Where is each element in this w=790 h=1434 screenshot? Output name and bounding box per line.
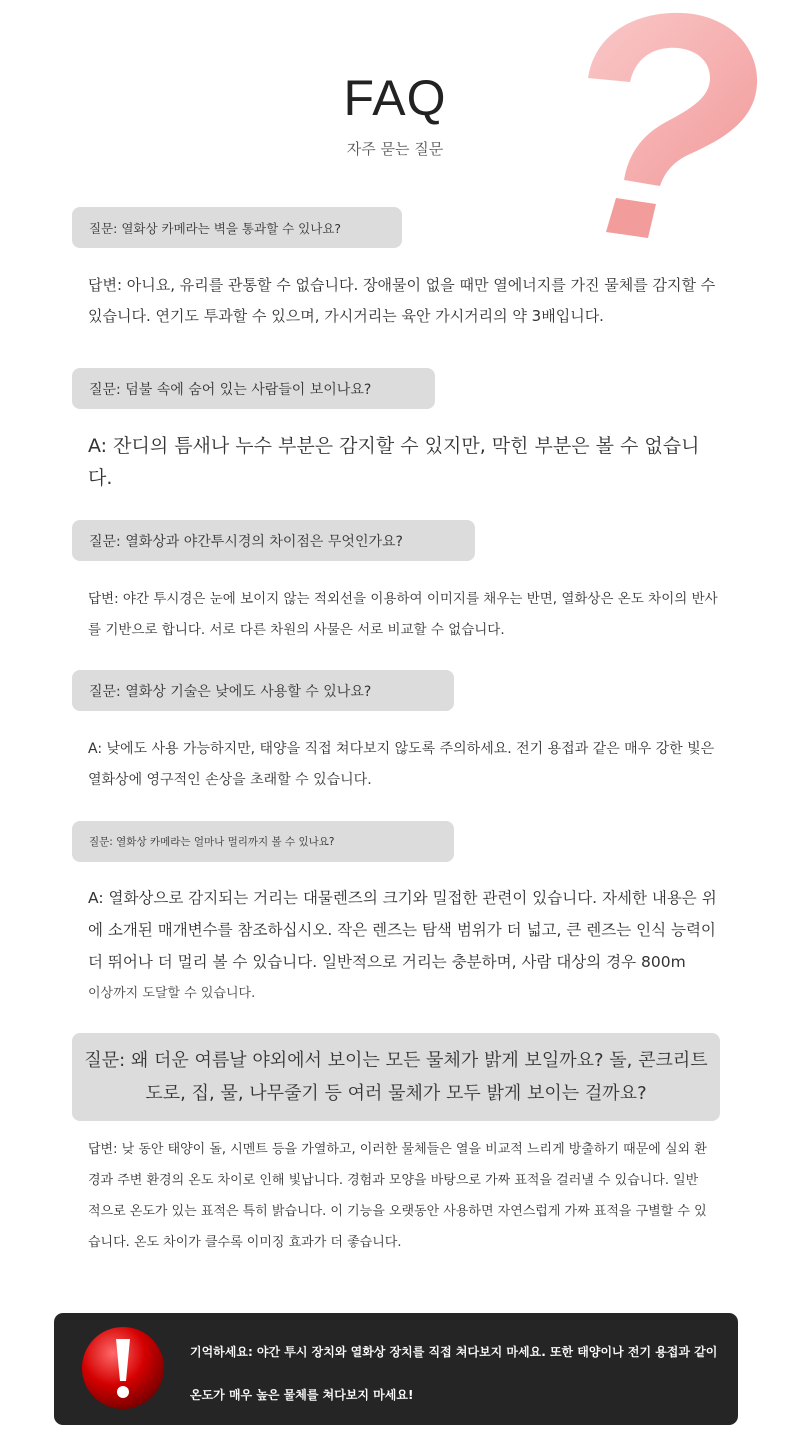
faq-question: 질문: 열화상 기술은 낮에도 사용할 수 있나요? [72, 670, 454, 711]
faq-question: 질문: 열화상 카메라는 얼마나 멀리까지 볼 수 있나요? [72, 821, 454, 862]
faq-answer-line: A: 열화상으로 감지되는 거리는 대물렌즈의 크기와 밀접한 관련이 있습니다. 자세한 내용은 위 [88, 889, 717, 907]
faq-answer-line: 이상까지 도달할 수 있습니다. [88, 986, 256, 1001]
faq-answer-line: 에 소개된 매개변수를 참조하십시오. 작은 렌즈는 탐색 범위가 더 넓고, 큰 렌즈는 인식 능력이 [88, 921, 716, 939]
faq-question: 질문: 왜 더운 여름날 야외에서 보이는 모든 물체가 밝게 보일까요? 돌, 콘크리트 도로, 집, 물, 나무줄기 등 여러 물체가 모두 밝게 보이는 걸까요? [72, 1033, 720, 1121]
faq-answer: 답변: 아니요, 유리를 관통할 수 없습니다. 장애물이 없을 때만 열에너지를 가진 물체를 감지할 수 있습니다. 연기도 투과할 수 있으며, 가시거리는 육안 가시거리의 약 3배입니다. [88, 276, 716, 325]
exclamation-icon [80, 1325, 166, 1411]
warning-text: 기억하세요: 야간 투시 장치와 열화상 장치를 직접 쳐다보지 마세요. 또한 태양이나 전기 용접과 같이 온도가 매우 높은 물체를 쳐다보지 마세요! [190, 1345, 718, 1402]
faq-question: 질문: 열화상과 야간투시경의 차이점은 무엇인가요? [72, 520, 475, 561]
faq-answer-line: 더 뛰어나 더 멀리 볼 수 있습니다. 일반적으로 거리는 충분하며, 사람 대상의 경우 800m [88, 953, 686, 971]
page-subtitle: 자주 묻는 질문 [346, 140, 444, 158]
faq-question: 질문: 열화상 카메라는 벽을 통과할 수 있나요? [72, 207, 402, 248]
faq-answer: A: 낮에도 사용 가능하지만, 태양을 직접 쳐다보지 않도록 주의하세요. 전기 용접과 같은 매우 강한 빛은 열화상에 영구적인 손상을 초래할 수 있습니다. [88, 741, 715, 788]
faq-answer: 답변: 야간 투시경은 눈에 보이지 않는 적외선을 이용하여 이미지를 채우는 반면, 열화상은 온도 차이의 반사를 기반으로 합니다. 서로 다른 차원의 사물은 서로 비교할 수 없습니다. [88, 591, 718, 638]
page-title: FAQ [343, 70, 447, 126]
faq-answer [88, 882, 728, 1010]
faq-answer: A: 잔디의 틈새나 누수 부분은 감지할 수 있지만, 막힌 부분은 볼 수 없습니다. [88, 435, 700, 489]
warning-banner [54, 1313, 738, 1425]
faq-question: 질문: 덤불 속에 숨어 있는 사람들이 보이나요? [72, 368, 435, 409]
faq-answer: 답변: 낮 동안 태양이 돌, 시멘트 등을 가열하고, 이러한 물체들은 열을 비교적 느리게 방출하기 때문에 실외 환경과 주변 환경의 온도 차이로 인해 빛납니다. 경험과 모양을 바탕으로 가짜 표적을 걸러낼 수 있습니다. 일반적으로 온도가 있는 표적은 특히 밝습니다. 이 기능을 오랫동안 사용하면 자연스럽게 가짜 표적을 구별할 수 있습니다. 온도 차이가 클수록 이미징 효과가 더 좋습니다. [88, 1142, 707, 1250]
page-header [0, 68, 790, 159]
